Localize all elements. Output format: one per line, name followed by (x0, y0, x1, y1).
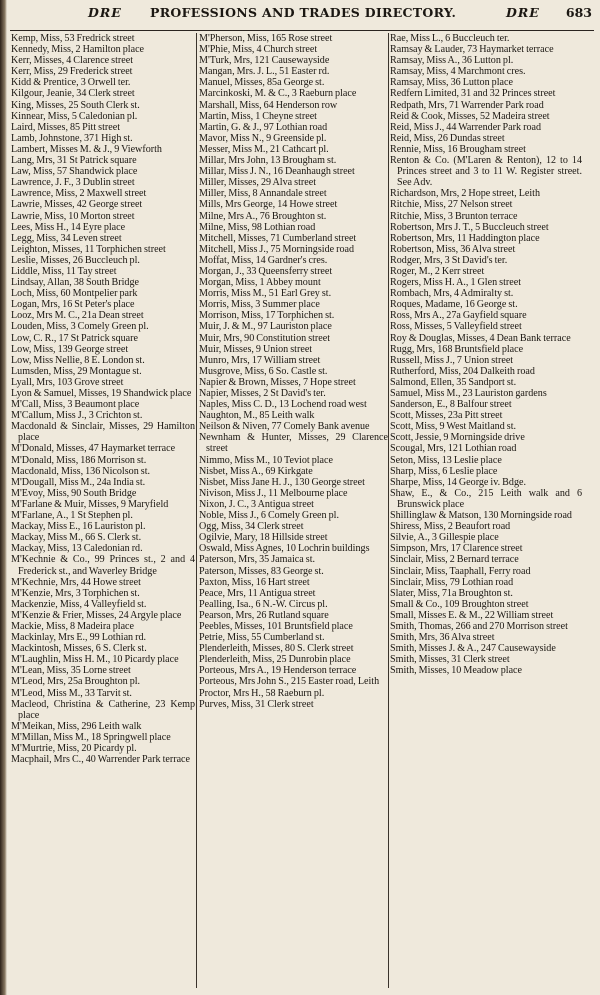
directory-entry: Rugg, Mrs, 168 Bruntsfield place (390, 343, 524, 355)
directory-entry: Peace, Mrs, 11 Antigua street (199, 587, 316, 599)
directory-entry: Logan, Mrs, 16 St Peter's place (11, 299, 135, 311)
directory-entry: M'Lean, Miss, 35 Lorne street (11, 665, 131, 677)
page-header (10, 3, 592, 23)
directory-entry: Lawrie, Miss, 10 Morton street (11, 210, 135, 222)
directory-column-3 (390, 33, 582, 988)
directory-entry: Scott, Jessie, 9 Morningside drive (390, 432, 525, 444)
directory-entry: M'Pherson, Miss, 165 Rose street (199, 33, 333, 44)
directory-entry: Mackay, Miss M., 66 S. Clerk st. (11, 532, 142, 544)
directory-entry: Rodger, Mrs, 3 St David's ter. (390, 254, 508, 266)
directory-entry: Newnham & Hunter, Misses, 29 Clarence street (199, 432, 388, 455)
directory-entry: Smith, Misses, 31 Clerk street (390, 654, 510, 666)
directory-entry: Milne, Miss, 98 Lothian road (199, 221, 316, 233)
directory-entry: Liddle, Miss, 11 Tay street (11, 265, 117, 277)
directory-entry: Simpson, Mrs, 17 Clarence street (390, 543, 523, 555)
directory-entry: Legg, Miss, 34 Leven street (11, 232, 122, 244)
directory-entry: M'Millan, Miss M., 18 Springwell place (11, 731, 171, 743)
directory-entry: Shaw, E., & Co., 215 Leith walk and 6 Brunswick place (390, 487, 582, 510)
directory-entry: M'Laughlin, Miss H. M., 10 Picardy place (11, 654, 179, 666)
directory-entry: Mavor, Miss N., 9 Greenside pl. (199, 132, 327, 144)
page-title: PROFESSIONS AND TRADES DIRECTORY. (150, 5, 457, 20)
directory-entry: Seton, Miss, 13 Leslie place (390, 454, 502, 466)
directory-entry: Musgrove, Miss, 6 So. Castle st. (199, 365, 328, 377)
directory-entry: Ramsay & Lauder, 73 Haymarket terrace (390, 44, 554, 56)
directory-entry: Miller, Miss, 8 Annandale street (199, 188, 327, 200)
directory-entry: M'Farlane & Muir, Misses, 9 Maryfield (11, 498, 169, 510)
directory-entry: Scott, Miss, 9 West Maitland st. (390, 421, 517, 433)
directory-entry: Mackintosh, Misses, 6 S. Clerk st. (11, 643, 147, 655)
directory-entry: Marshall, Miss, 64 Henderson row (199, 99, 338, 111)
directory-entry: Ramsay, Miss, 36 Lutton place (390, 77, 513, 89)
directory-entry: Nixon, J. C., 3 Antigua street (199, 498, 314, 510)
header-rule (10, 30, 594, 31)
directory-entry: Kemp, Miss, 53 Fredrick street (11, 33, 135, 44)
directory-entry: M'Evoy, Miss, 90 South Bridge (11, 487, 137, 499)
directory-entry: Robertson, Mrs J. T., 5 Buccleuch street (390, 221, 549, 233)
directory-entry: Muir, J. & M., 97 Lauriston place (199, 321, 332, 333)
directory-entry: Mackay, Miss, 13 Caledonian rd. (11, 543, 143, 555)
directory-entry: Ritchie, Miss, 3 Brunton terrace (390, 210, 518, 222)
directory-entry: Kerr, Misses, 4 Clarence street (11, 55, 134, 67)
directory-entry: Law, Miss, 57 Shandwick place (11, 166, 138, 178)
directory-entry: Macleod, Christina & Catherine, 23 Kemp place (11, 698, 195, 721)
directory-entry: M'Call, Miss, 3 Beaumont place (11, 399, 140, 411)
directory-entry: King, Misses, 25 South Clerk st. (11, 99, 140, 111)
directory-entry: Plenderleith, Misses, 80 S. Clerk street (199, 643, 354, 655)
directory-entry: Loch, Miss, 60 Montpelier park (11, 288, 138, 300)
directory-entry: Roy & Douglas, Misses, 4 Dean Bank terrace (390, 332, 571, 344)
directory-entry: Macphail, Mrs C., 40 Warrender Park terrace (11, 754, 191, 766)
directory-entry: Napier, Misses, 2 St David's ter. (199, 388, 326, 399)
column-divider (196, 33, 197, 988)
directory-entry: Macdonald & Sinclair, Misses, 29 Hamilton place (11, 421, 195, 444)
directory-entry: Lambert, Misses M. & J., 9 Viewforth (11, 143, 162, 155)
directory-entry: Small & Co., 109 Broughton street (390, 598, 529, 610)
directory-entry: Shiress, Miss, 2 Beaufort road (390, 521, 511, 533)
directory-entry: Morgan, J., 33 Queensferry street (199, 265, 333, 277)
directory-entry: Rogers, Miss H. A., 1 Glen street (390, 277, 522, 289)
directory-entry: Salmond, Ellen, 35 Sandport st. (390, 376, 517, 388)
directory-entry: Lumsden, Miss, 29 Montague st. (11, 365, 142, 377)
directory-entry: Lyon & Samuel, Misses, 19 Shandwick place (11, 388, 192, 399)
directory-entry: Napier & Brown, Misses, 7 Hope street (199, 376, 356, 388)
directory-entry: Sanderson, E., 8 Balfour street (390, 399, 512, 411)
directory-entry: Smith, Mrs, 36 Alva street (390, 632, 495, 644)
directory-entry: Lamb, Johnstone, 371 High st. (11, 132, 133, 144)
directory-entry: Lyall, Mrs, 103 Grove street (11, 376, 124, 388)
directory-entry: Pearson, Mrs, 26 Rutland square (199, 609, 329, 621)
directory-entry: Mangan, Mrs. J. L., 51 Easter rd. (199, 66, 330, 78)
directory-entry: Purves, Miss, 31 Clerk street (199, 698, 314, 710)
directory-entry: Moffat, Miss, 14 Gardner's cres. (199, 254, 328, 266)
directory-entry: Sharpe, Miss, 14 George iv. Bdge. (390, 476, 526, 488)
directory-entry: Oswald, Miss Agnes, 10 Lochrin buildings (199, 543, 370, 555)
directory-entry: Low, C. R., 17 St Patrick square (11, 332, 138, 344)
directory-entry: M'Leod, Mrs, 25a Broughton pl. (11, 676, 141, 688)
directory-entry: Rennie, Miss, 16 Brougham street (390, 143, 526, 155)
directory-entry: Millar, Mrs John, 13 Brougham st. (199, 155, 337, 167)
directory-entry: Robertson, Mrs, 11 Haddington place (390, 232, 540, 244)
directory-entry: Paterson, Misses, 83 George st. (199, 565, 324, 577)
page-number: 683 (565, 5, 592, 20)
directory-entry: Kilgour, Jeanie, 34 Clerk street (11, 88, 135, 100)
directory-entry: Millar, Miss J. N., 16 Deanhaugh street (199, 166, 355, 178)
directory-entry: Slater, Miss, 71a Broughton st. (390, 587, 513, 599)
directory-entry: Silvie, A., 3 Gillespie place (390, 532, 499, 544)
directory-entry: Ogg, Miss, 34 Clerk street (199, 521, 304, 533)
book-spine-edge (0, 0, 7, 995)
directory-entry: Kinnear, Miss, 5 Caledonian pl. (11, 110, 138, 122)
directory-entry: Pealling, Isa., 6 N.-W. Circus pl. (199, 598, 328, 610)
directory-entry: Lindsay, Allan, 38 South Bridge (11, 277, 139, 289)
directory-entry: Morris, Miss M., 51 Earl Grey st. (199, 288, 332, 300)
directory-entry: M'Meikan, Miss, 296 Leith walk (11, 720, 142, 732)
directory-entry: Sinclair, Miss, 2 Bernard terrace (390, 554, 519, 566)
column-divider (388, 33, 389, 988)
directory-entry: Kerr, Miss, 29 Frederick street (11, 66, 133, 78)
directory-entry: Nivison, Miss J., 11 Melbourne place (199, 487, 348, 499)
directory-entry: M'Callum, Miss J., 3 Crichton st. (11, 410, 143, 422)
directory-entry: Shillinglaw & Matson, 130 Morningside road (390, 510, 572, 522)
directory-entry: Noble, Miss J., 6 Comely Green pl. (199, 510, 339, 522)
directory-entry: M'Phie, Miss, 4 Church street (199, 44, 318, 56)
directory-entry: Martin, Miss, 1 Cheyne street (199, 110, 317, 122)
directory-entry: M'Turk, Mrs, 121 Causewayside (199, 55, 330, 67)
directory-entry: Ross, Mrs A., 27a Gayfield square (390, 310, 527, 322)
directory-entry: Milne, Mrs A., 76 Broughton st. (199, 210, 327, 222)
directory-entry: Morrison, Miss, 17 Torphichen st. (199, 310, 335, 322)
directory-entry: Reid & Cook, Misses, 52 Madeira street (390, 110, 550, 122)
directory-entry: M'Kenzie & Frier, Misses, 24 Argyle place (11, 609, 182, 621)
directory-entry: Marcinkoski, M. & C., 3 Raeburn place (199, 88, 357, 100)
directory-entry: Lawrence, Miss, 2 Maxwell street (11, 188, 147, 200)
directory-entry: Reid, Miss J., 44 Warrender Park road (390, 121, 542, 133)
directory-entry: Lawrie, Misses, 42 George street (11, 199, 143, 211)
directory-entry: Munro, Mrs, 17 William street (199, 354, 321, 366)
directory-entry: Martin, G. & J., 97 Lothian road (199, 121, 328, 133)
directory-entry: Rombach, Mrs, 4 Admiralty st. (390, 288, 514, 300)
directory-entry: Smith, Misses, 10 Meadow place (390, 665, 523, 677)
directory-entry: Proctor, Mrs H., 58 Raeburn pl. (199, 687, 325, 699)
directory-entry: Neilson & Niven, 77 Comely Bank avenue (199, 421, 370, 433)
directory-entry: Smith, Misses J. & A., 247 Causewayside (390, 643, 556, 655)
directory-entry: Redpath, Mrs, 71 Warrender Park road (390, 99, 544, 111)
directory-entry: Morgan, Miss, 1 Abbey mount (199, 277, 321, 289)
directory-entry: Porteous, Mrs John S., 215 Easter road, Leith (199, 676, 380, 688)
directory-entry: Scott, Misses, 23a Pitt street (390, 410, 503, 422)
directory-entry: Rutherford, Miss, 204 Dalkeith road (390, 365, 535, 377)
directory-entry: Samuel, Miss M., 23 Lauriston gardens (390, 388, 547, 399)
directory-entry: Ramsay, Miss, 4 Marchmont cres. (390, 66, 526, 78)
directory-entry: Roques, Madame, 16 George st. (390, 299, 518, 311)
directory-entry: Naples, Miss C. D., 13 Lochend road west (199, 399, 367, 411)
directory-entry: Sinclair, Miss, 79 Lothian road (390, 576, 514, 588)
directory-entry: Kidd & Prentice, 3 Orwell ter. (11, 77, 131, 89)
directory-entry: Russell, Miss J., 7 Union street (390, 354, 514, 366)
directory-entry: Laird, Misses, 85 Pitt street (11, 121, 121, 133)
directory-entry: Ramsay, Miss A., 36 Lutton pl. (390, 55, 514, 67)
directory-entry: Muir, Mrs, 90 Constitution street (199, 332, 331, 344)
directory-entry: Ritchie, Miss, 27 Nelson street (390, 199, 513, 211)
directory-entry: M'Donald, Misses, 47 Haymarket terrace (11, 443, 176, 455)
header-right-word: DRE (506, 5, 540, 20)
directory-entry: Mitchell, Misses, 71 Cumberland street (199, 232, 357, 244)
directory-entry: Messer, Miss M., 21 Cathcart pl. (199, 143, 329, 155)
directory-entry: Paxton, Miss, 16 Hart street (199, 576, 310, 588)
directory-entry: Muir, Misses, 9 Union street (199, 343, 313, 355)
directory-column-2 (199, 33, 388, 988)
directory-entry: Naughton, M., 85 Leith walk (199, 410, 315, 422)
directory-entry: Redfern Limited, 31 and 32 Princes street (390, 88, 556, 100)
directory-entry: Petrie, Miss, 55 Cumberland st. (199, 632, 325, 644)
directory-entry: Nisbet, Miss A., 69 Kirkgate (199, 465, 313, 477)
directory-entry: Roger, M., 2 Kerr street (390, 265, 485, 277)
directory-entry: Mitchell, Miss J., 75 Morningside road (199, 243, 355, 255)
directory-entry: Ogilvie, Mary, 18 Hillside street (199, 532, 328, 544)
directory-entry: M'Farlane, A., 1 St Stephen pl. (11, 510, 133, 522)
directory-column-1 (11, 33, 195, 988)
directory-entry: Sinclair, Miss, Taaphall, Ferry road (390, 565, 531, 577)
directory-entry: Leighton, Misses, 11 Torphichen street (11, 243, 166, 255)
directory-entry: Low, Miss, 139 George street (11, 343, 129, 355)
directory-entry: Reid, Miss, 26 Dundas street (390, 132, 505, 144)
directory-entry: Nimmo, Miss M., 10 Teviot place (199, 454, 333, 466)
directory-entry: Leslie, Misses, 26 Buccleuch pl. (11, 254, 140, 266)
directory-entry: M'Kechnie & Co., 99 Princes st., 2 and 4 Frederick st., and Waverley Bridge (11, 554, 195, 577)
directory-entry: Morris, Miss, 3 Summer place (199, 299, 320, 311)
directory-entry: M'Leod, Miss M., 33 Tarvit st. (11, 687, 132, 699)
directory-entry: Small, Misses E. & M., 22 William street (390, 609, 554, 621)
directory-entry: Scougal, Mrs, 121 Lothian road (390, 443, 517, 455)
directory-entry: Renton & Co. (M'Laren & Renton), 12 to 14 Princes street and 3 to 11 W. Register street. See Adv. (390, 155, 582, 189)
directory-entry: Mills, Mrs George, 14 Howe street (199, 199, 338, 211)
header-left-word: DRE (88, 5, 122, 20)
directory-entry: Peebles, Misses, 101 Bruntsfield place (199, 620, 353, 632)
directory-entry: Mackie, Miss, 8 Madeira place (11, 620, 135, 632)
directory-entry: Sharp, Miss, 6 Leslie place (390, 465, 498, 477)
directory-entry: Nisbet, Miss Jane H. J., 130 George street (199, 476, 365, 488)
directory-entry: Macdonald, Miss, 136 Nicolson st. (11, 465, 151, 477)
directory-entry: Mackenzie, Miss, 4 Valleyfield st. (11, 598, 147, 610)
directory-entry: Mackay, Miss E., 16 Lauriston pl. (11, 521, 146, 533)
directory-entry: Miller, Misses, 29 Alva street (199, 177, 317, 189)
directory-entry: Looz, Mrs M. C., 21a Dean street (11, 310, 144, 322)
directory-entry: M'Kechnie, Mrs, 44 Howe street (11, 576, 141, 588)
directory-entry: Lang, Mrs, 31 St Patrick square (11, 155, 137, 167)
directory-entry: M'Kenzie, Mrs, 3 Torphichen st. (11, 587, 140, 599)
directory-entry: Mackinlay, Mrs E., 99 Lothian rd. (11, 632, 147, 644)
directory-entry: Ross, Misses, 5 Valleyfield street (390, 321, 522, 333)
directory-entry: Robertson, Miss, 36 Alva street (390, 243, 516, 255)
directory-entry: Louden, Miss, 3 Comely Green pl. (11, 321, 149, 333)
directory-entry: Lees, Miss H., 14 Eyre place (11, 221, 126, 233)
directory-entry: Richardson, Mrs, 2 Hope street, Leith (390, 188, 540, 200)
directory-entry: Rae, Miss L., 6 Buccleuch ter. (390, 33, 510, 44)
directory-entry: M'Donald, Miss, 186 Morrison st. (11, 454, 147, 466)
directory-entry: Manuel, Misses, 85a George st. (199, 77, 325, 89)
directory-entry: M'Dougall, Miss M., 24a India st. (11, 476, 146, 488)
directory-entry: Plenderleith, Miss, 25 Dunrobin place (199, 654, 351, 666)
directory-entry: Paterson, Mrs, 35 Jamaica st. (199, 554, 316, 566)
directory-entry: Smith, Thomas, 266 and 270 Morrison street (390, 620, 568, 632)
directory-entry: M'Murtrie, Miss, 20 Picardy pl. (11, 743, 137, 754)
directory-entry: Porteous, Mrs A., 19 Henderson terrace (199, 665, 357, 677)
directory-entry: Low, Miss Nellie, 8 E. London st. (11, 354, 145, 366)
directory-entry: Kennedy, Miss, 2 Hamilton place (11, 44, 145, 56)
directory-entry: Lawrence, J. F., 3 Dublin street (11, 177, 135, 189)
